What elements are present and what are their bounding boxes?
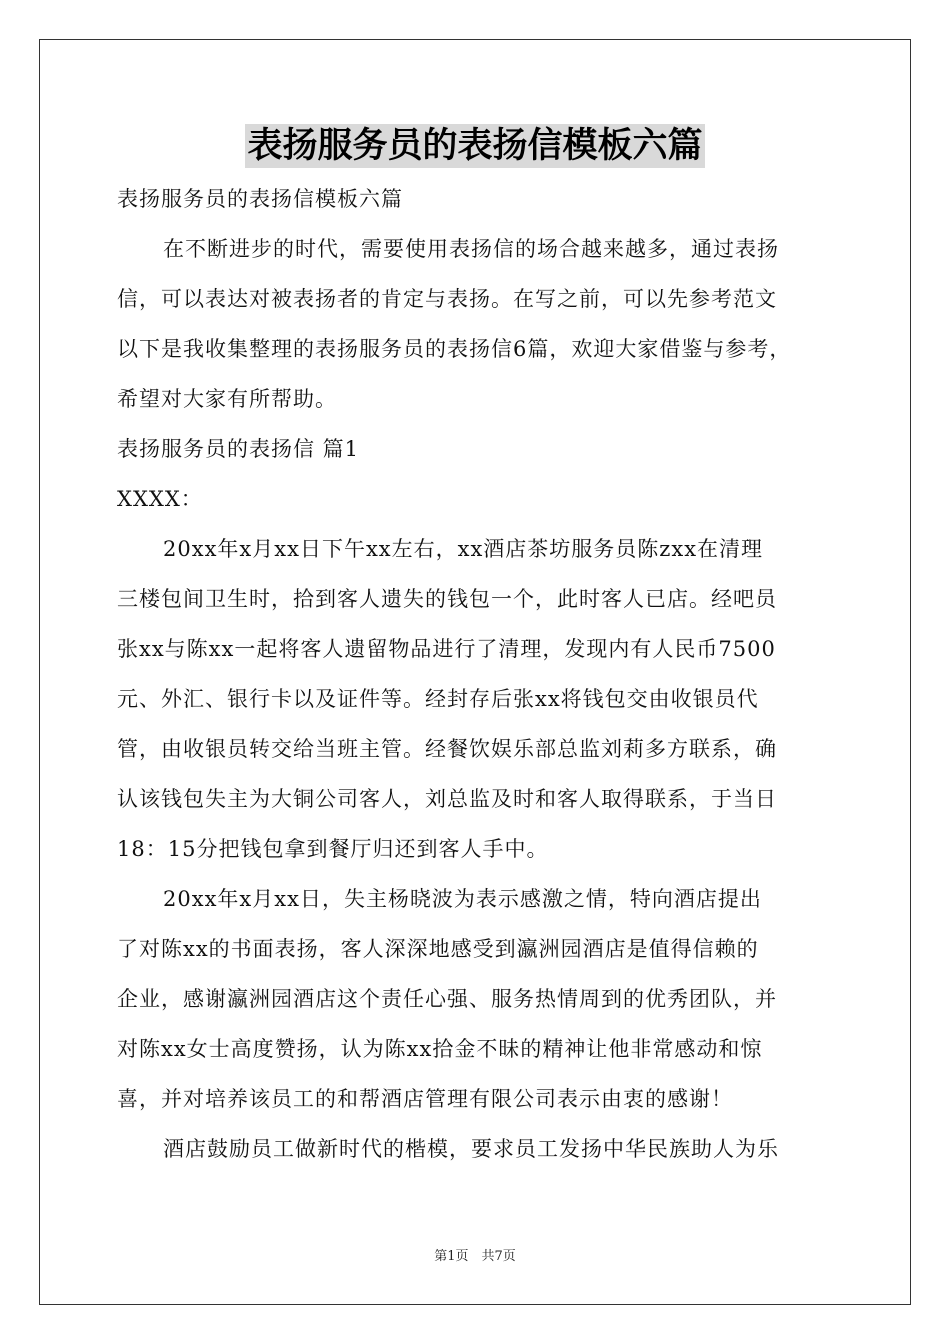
- text-line: 张xx与陈xx一起将客人遗留物品进行了清理，发现内有人民币7500: [117, 637, 776, 661]
- text-line: 在不断进步的时代，需要使用表扬信的场合越来越多，通过表扬: [163, 237, 779, 261]
- text-line: 20xx年x月xx日下午xx左右，xx酒店茶坊服务员陈zxx在清理: [163, 537, 764, 561]
- text-line: 希望对大家有所帮助。: [117, 387, 337, 411]
- text-line: 表扬服务员的表扬信 篇1: [117, 437, 360, 461]
- document-subtitle: 表扬服务员的表扬信模板六篇: [117, 187, 403, 211]
- text-line: 信，可以表达对被表扬者的肯定与表扬。在写之前，可以先参考范文: [117, 287, 777, 311]
- text-line: 管，由收银员转交给当班主管。经餐饮娱乐部总监刘莉多方联系，确: [117, 737, 777, 761]
- text-line: 三楼包间卫生时，拾到客人遗失的钱包一个，此时客人已店。经吧员: [117, 587, 777, 611]
- text-line: 以下是我收集整理的表扬服务员的表扬信6篇，欢迎大家借鉴与参考，: [117, 337, 792, 361]
- body-lines: [117, 224, 833, 1174]
- text-line: 喜，并对培养该员工的和帮酒店管理有限公司表示由衷的感谢！: [117, 1087, 733, 1111]
- page-footer: 第1页 共7页: [434, 1249, 516, 1264]
- text-line: XXXX：: [117, 487, 203, 511]
- title-area: [0, 124, 950, 168]
- text-line: 了对陈xx的书面表扬，客人深深地感受到瀛洲园酒店是值得信赖的: [117, 937, 759, 961]
- document-title: 表扬服务员的表扬信模板六篇: [247, 126, 703, 166]
- text-line: 认该钱包失主为大铜公司客人，刘总监及时和客人取得联系，于当日: [117, 787, 777, 811]
- text-line: 对陈xx女士高度赞扬，认为陈xx拾金不昧的精神让他非常感动和惊: [117, 1037, 763, 1061]
- text-line: 企业，感谢瀛洲园酒店这个责任心强、服务热情周到的优秀团队，并: [117, 987, 777, 1011]
- text-line: 元、外汇、银行卡以及证件等。经封存后张xx将钱包交由收银员代: [117, 687, 759, 711]
- document-body: [117, 174, 833, 1174]
- text-line: 酒店鼓励员工做新时代的楷模，要求员工发扬中华民族助人为乐: [163, 1137, 779, 1161]
- text-line: 18：15分把钱包拿到餐厅归还到客人手中。: [117, 837, 549, 861]
- text-line: 20xx年x月xx日，失主杨晓波为表示感激之情，特向酒店提出: [163, 887, 762, 911]
